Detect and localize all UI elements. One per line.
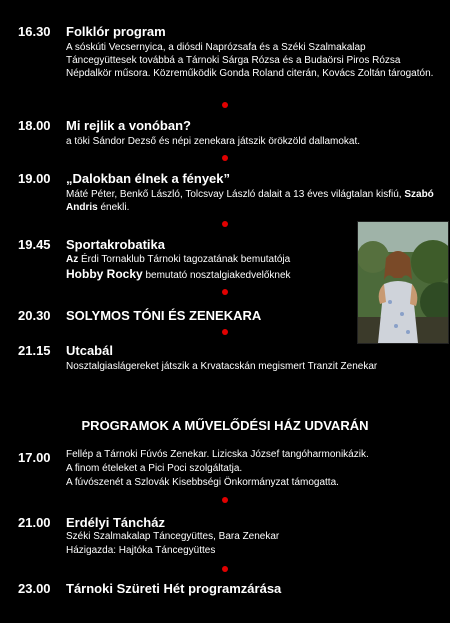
separator-dot [222, 329, 228, 335]
event-description: Nosztalgiaslágereket játszik a Krvatacskán megismert Tranzit Zenekar [66, 361, 378, 372]
event-title: „Dalokban élnek a fények” [66, 171, 231, 186]
event-time: 20.30 [18, 308, 51, 323]
separator-dot [222, 221, 228, 227]
performer-photo [357, 221, 449, 344]
separator-dot [222, 155, 228, 161]
event-description: Házigazda: Hajtóka Táncegyüttes [66, 545, 216, 556]
event-description: A fúvószenét a Szlovák Kisebbségi Önkormányzat támogatta. [66, 477, 339, 488]
event-title: Folklór program [66, 24, 166, 39]
event-time: 17.00 [18, 450, 51, 465]
event-time: 18.00 [18, 118, 51, 133]
event-title: Erdélyi Táncház [66, 515, 165, 530]
separator-dot [222, 289, 228, 295]
event-description: Fellép a Tárnoki Fúvós Zenekar. Lizicska József tangóharmonikázik. [66, 449, 369, 460]
event-title: SOLYMOS TÓNI ÉS ZENEKARA [66, 308, 262, 323]
group-name: Hobby Rocky [66, 267, 143, 281]
event-time: 16.30 [18, 24, 51, 39]
event-time: 21.15 [18, 343, 51, 358]
event-title: Sportakrobatika [66, 237, 165, 252]
event-description: Az Érdi Tornaklub Tárnoki tagozatának bemutatója [66, 254, 291, 265]
event-time: 21.00 [18, 515, 51, 530]
separator-dot [222, 566, 228, 572]
separator-dot [222, 102, 228, 108]
event-description: A finom ételeket a Pici Poci szolgáltatja. [66, 463, 243, 474]
separator-dot [222, 497, 228, 503]
event-title: Tárnoki Szüreti Hét programzárása [66, 581, 282, 596]
event-time: 19.45 [18, 237, 51, 252]
event-title: Utcabál [66, 343, 113, 358]
section-title: PROGRAMOK A MŰVELŐDÉSI HÁZ UDVARÁN [81, 418, 369, 433]
event-description: A sóskúti Vecsernyica, a diósdi Naprózsafa és a Széki Szalmakalap Táncegyüttesek továbbá a Tárnoki Sárga Rózsa és a Budaörsi Piros Rózsa Népdalkör műsora. Közreműködik Gonda Roland citerán, Kovács Zoltán tárogatón. [66, 42, 434, 79]
event-description: Széki Szalmakalap Táncegyüttes, Bara Zenekar [66, 531, 280, 542]
event-time: 23.00 [18, 581, 51, 596]
event-description: Hobby Rocky bemutató nosztalgiakedvelőknek [66, 267, 291, 281]
event-description: a töki Sándor Dezső és népi zenekara játszik örökzöld dallamokat. [66, 136, 361, 147]
event-description: Máté Péter, Benkő László, Tolcsvay László dalait a 13 éves világtalan kisfiú, Szabó Andris énekli. [66, 189, 434, 213]
event-title: Mi rejlik a vonóban? [66, 118, 191, 133]
performer-name: Szabó Andris [66, 189, 434, 213]
event-time: 19.00 [18, 171, 51, 186]
